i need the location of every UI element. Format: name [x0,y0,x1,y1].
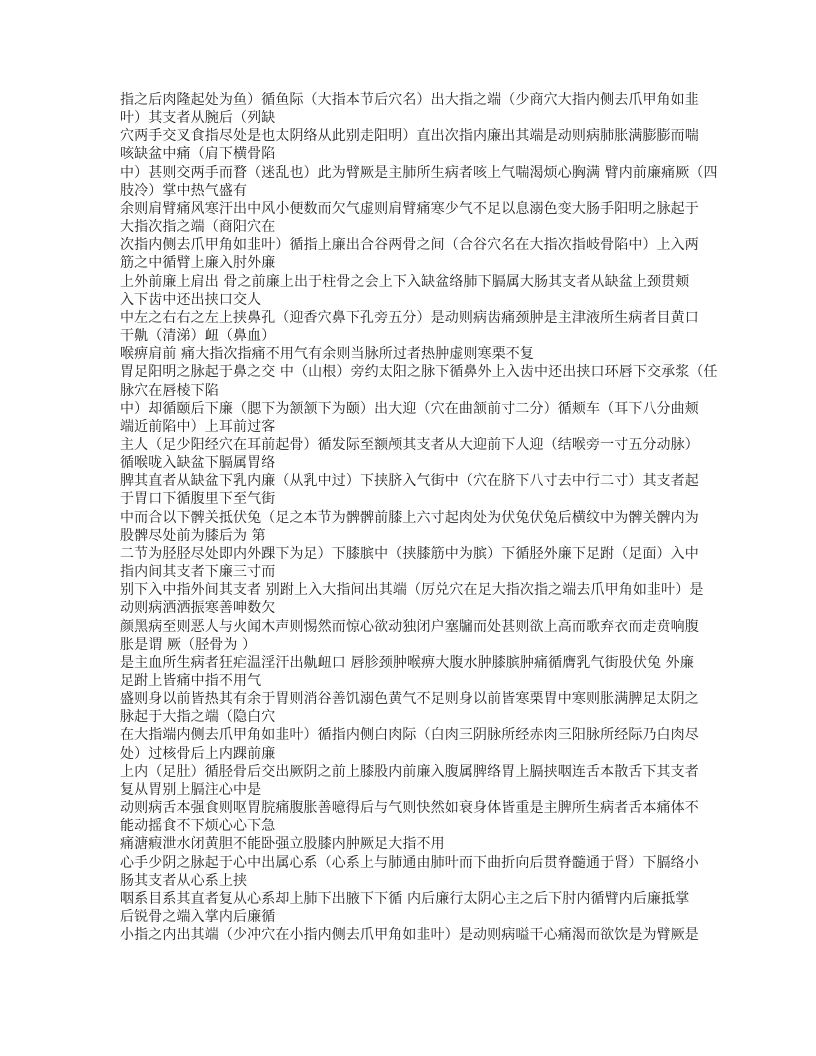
paragraph [120,91,710,127]
text-line: 能动摇食不下烦心心下急 [120,818,276,835]
text-line: 足跗上皆痛中指不用气 [120,673,262,689]
paragraph [120,926,710,944]
text-line: 脾其直者从缺盆下乳内廉（从乳中过）下挟脐入气街中（穴在脐下八寸去中行二寸）其支者起 [120,473,699,490]
paragraph [120,690,710,726]
text-line: 穴两手交叉食指尽处是也太阴络从此别走阳明）直出次指内廉出其端是动则病肺胀满膨膨而喘 [120,128,699,145]
text-line: 二节为胫胫尽处即内外踝下为足）下膝膑中（挟膝筋中为膑）下循胫外廉下足跗（足面）入中 [120,545,699,562]
paragraph [120,854,710,890]
text-line: 中）却循颐后下廉（腮下为颔颔下为颐）出大迎（穴在曲颔前寸二分）循颊车（耳下八分曲颊 [120,400,699,417]
text-line: 上内（足肚）循胫骨后交出厥阴之前上膝股内前廉入腹属脾络胃上膈挟咽连舌本散舌下其支者 [120,763,699,780]
text-line: 别下入中指外间其支者 别跗上入大指间出其端（厉兑穴在足大指次指之端去爪甲角如韭叶）是 [120,582,704,599]
paragraph [120,363,718,399]
text-line: 胃足阳明之脉起于鼻之交 中（山根）旁约太阳之脉下循鼻外上入齿中还出挟口环唇下交承浆（任 [120,364,718,381]
paragraph [120,400,710,436]
text-line: 脉起于大指之端（隐白穴 [120,709,276,726]
text-line: 股髀尽处前为膝后为 第 [120,527,266,544]
paragraph [120,835,710,853]
paragraph [120,581,710,617]
paragraph [120,654,710,690]
text-line: 大指次指之端（商阳穴在 [120,219,276,236]
text-line: 端近前陷中）上耳前过客 [120,418,276,435]
paragraph [120,545,710,581]
text-line: 在大指端内侧去爪甲角如韭叶）循指内侧白肉际（白肉三阴脉所经赤肉三阳脉所经际乃白肉尽 [120,727,699,744]
text-line: 动则病舌本强食则呕胃脘痛腹胀善噫得后与气则快然如衰身体皆重是主脾所生病者舌本痛体不 [120,800,699,817]
paragraph [120,799,710,835]
text-line: 后锐骨之端入掌内后廉循 [120,909,276,926]
text-line: 脉穴在唇棱下陷 [120,382,219,399]
text-line: 动则病洒洒振寒善呻数欠 [120,600,276,617]
paragraph [120,345,710,363]
paragraph [120,236,710,272]
paragraph [120,509,710,545]
document-body [120,91,718,944]
text-line: 咳缺盆中痛（肩下横骨陷 [120,146,276,163]
text-line: 小指之内出其端（少冲穴在小指内侧去爪甲角如韭叶）是动则病嗌干心痛渴而欲饮是为臂厥是 [120,927,699,944]
text-line: 循喉咙入缺盆下膈属胃络 [120,455,276,472]
paragraph [120,436,710,472]
text-line: 肢冷）掌中热气盛有 [120,182,248,199]
text-line: 痛溏瘕泄水闭黄胆不能卧强立股膝内肿厥足大指不用 [120,836,445,853]
paragraph [120,200,710,236]
paragraph [120,763,710,799]
text-line: 中左之右右之左上挟鼻孔（迎香穴鼻下孔旁五分）是动则病齿痛颈肿是主津液所生病者目黄口 [120,309,699,326]
text-line: 指之后肉隆起处为鱼）循鱼际（大指本节后穴名）出大指之端（少商穴大指内侧去爪甲角如韭 [120,92,699,108]
text-line: 盛则身以前皆热其有余于胃则消谷善饥溺色黄气不足则身以前皆寒栗胃中寒则胀满脾足太阴之 [120,691,699,708]
text-line: 筋之中循臂上廉入肘外廉 [120,255,276,272]
text-line: 上外前廉上肩出 骨之前廉上出于柱骨之会上下入缺盆络肺下膈属大肠其支者从缺盆上颈贯颊 [120,273,690,290]
paragraph [120,309,710,345]
text-line: 中而合以下髀关抵伏兔（足之本节为髀髀前膝上六寸起肉处为伏兔伏兔后横纹中为髀关髀内为 [120,509,699,526]
paragraph [120,726,710,762]
text-line: 入下齿中还出挟口交人 [120,291,262,308]
text-line: 于胃口下循腹里下至气街 [120,491,276,508]
text-line: 胀是谓 厥（胫骨为 ） [120,636,257,653]
text-line: 处）过核骨后上内踝前廉 [120,745,276,762]
text-line: 余则肩臂痛风寒汗出中风小便数而欠气虚则肩臂痛寒少气不足以息溺色变大肠手阳明之脉起于 [120,200,699,217]
text-line: 颜黑病至则恶人与火闻木声则惕然而惊心欲动独闭户塞牖而处甚则欲上高而歌弃衣而走贲响腹 [120,618,699,635]
paragraph [120,890,710,926]
paragraph [120,164,718,200]
text-line: 干鼽（清涕）衄（鼻血） [120,328,276,345]
text-line: 主人（足少阳经穴在耳前起骨）循发际至额颅其支者从大迎前下人迎（结喉旁一寸五分动脉） [120,436,699,453]
paragraph [120,472,710,508]
paragraph [120,618,710,654]
paragraph [120,127,710,163]
text-line: 复从胃别上膈注心中是 [120,781,262,798]
text-line: 叶）其支者从腕后（列缺 [120,110,276,127]
text-line: 肠其支者从心系上挟 [120,872,248,889]
text-line: 是主血所生病者狂疟温淫汗出鼽衄口 唇胗颈肿喉痹大腹水肿膝膑肿痛循膺乳气街股伏兔 外廉 [120,654,694,671]
text-line: 心手少阴之脉起于心中出属心系（心系上与肺通由肺叶而下曲折向后贯脊髓通于肾）下膈络小 [120,854,699,871]
text-line: 中）甚则交两手而瞀（迷乱也）此为臂厥是主肺所生病者咳上气喘渴烦心胸满 臂内前廉痛厥（四 [120,164,718,181]
text-line: 次指内侧去爪甲角如韭叶）循指上廉出合谷两骨之间（合谷穴名在大指次指岐骨陷中）上入两 [120,237,699,254]
text-line: 咽系目系其直者复从心系却上肺下出腋下下循 内后廉行太阴心主之后下肘内循臂内后廉抵掌 [120,890,690,907]
text-line: 喉痹肩前 痛大指次指痛不用气有余则当脉所过者热肿虚则寒栗不复 [120,346,535,363]
text-line: 指内间其支者下廉三寸而 [120,564,276,581]
paragraph [120,273,710,309]
